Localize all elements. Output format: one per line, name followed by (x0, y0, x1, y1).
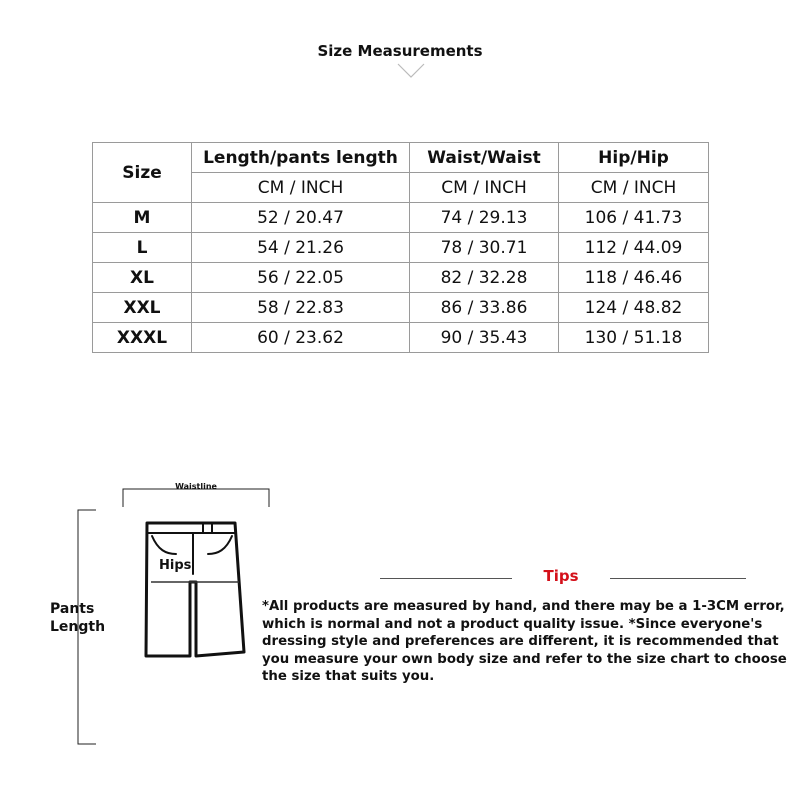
size-column-header: Size (93, 143, 192, 203)
table-row (93, 203, 709, 233)
table-row (93, 263, 709, 293)
length-cell: 58 / 22.83 (192, 293, 410, 323)
hip-column-header: Hip/Hip (559, 143, 709, 173)
hips-label: Hips (159, 558, 192, 573)
waist-column-header: Waist/Waist (410, 143, 559, 173)
shorts-diagram-graphic (0, 470, 300, 760)
hip-cell: 124 / 48.82 (559, 293, 709, 323)
tips-heading (380, 567, 746, 589)
waist-unit: CM / INCH (410, 173, 559, 203)
size-cell: XXL (93, 293, 192, 323)
size-table (92, 142, 709, 353)
waistline-bracket (123, 489, 269, 507)
waist-cell: 90 / 35.43 (410, 323, 559, 353)
size-cell: XL (93, 263, 192, 293)
shorts-icon (146, 523, 244, 656)
hip-cell: 106 / 41.73 (559, 203, 709, 233)
size-cell: L (93, 233, 192, 263)
length-cell: 54 / 21.26 (192, 233, 410, 263)
size-cell: M (93, 203, 192, 233)
table-header-row (93, 143, 709, 173)
hip-unit: CM / INCH (559, 173, 709, 203)
pants-length-label: Pants Length (50, 601, 106, 635)
size-cell: XXXL (93, 323, 192, 353)
length-cell: 56 / 22.05 (192, 263, 410, 293)
table-row (93, 323, 709, 353)
measurement-diagram (0, 470, 300, 760)
waist-cell: 78 / 30.71 (410, 233, 559, 263)
divider-line (610, 578, 746, 579)
table-row (93, 233, 709, 263)
waistline-label: Waistline (175, 482, 217, 491)
chevron-down-icon (396, 60, 426, 82)
length-cell: 52 / 20.47 (192, 203, 410, 233)
hip-cell: 130 / 51.18 (559, 323, 709, 353)
table-row (93, 293, 709, 323)
divider-line (380, 578, 512, 579)
hip-cell: 112 / 44.09 (559, 233, 709, 263)
length-column-header: Length/pants length (192, 143, 410, 173)
tips-title: Tips (543, 567, 579, 585)
waist-cell: 74 / 29.13 (410, 203, 559, 233)
tips-body-text: *All products are measured by hand, and there may be a 1-3CM error, which is normal and not a product quality issue. *Since everyone's dressing style and preferences are different, it is recommended that you measure your own body size and refer to the size chart to choose the size that suits you. (262, 599, 787, 684)
length-unit: CM / INCH (192, 173, 410, 203)
hip-cell: 118 / 46.46 (559, 263, 709, 293)
length-cell: 60 / 23.62 (192, 323, 410, 353)
waist-cell: 86 / 33.86 (410, 293, 559, 323)
page-title: Size Measurements (317, 42, 483, 60)
waist-cell: 82 / 32.28 (410, 263, 559, 293)
